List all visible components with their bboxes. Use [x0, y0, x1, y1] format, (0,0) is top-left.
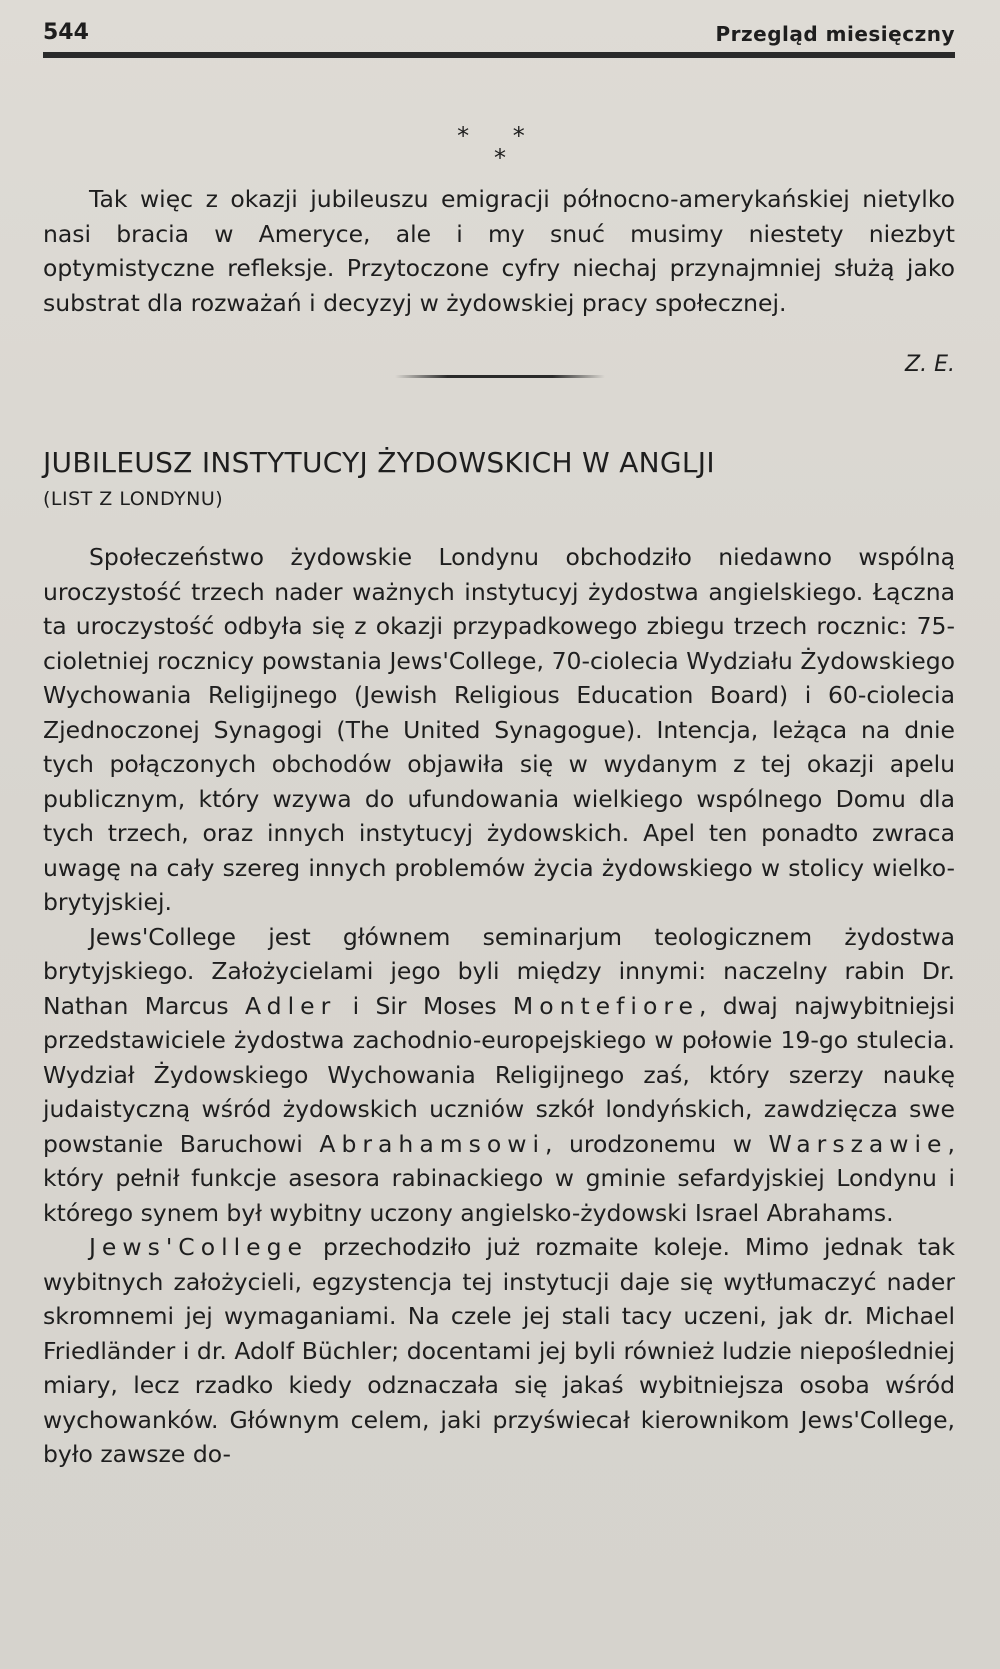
section-separator	[0, 122, 1000, 172]
text-run: i Sir Moses	[336, 991, 513, 1020]
text-run: Jews'College jest głównem seminarjum teologicznem żydostwa brytyjskiego. Założycielami jego byli między innymi: naczelny rabin Dr. Nathan Marcus	[43, 922, 955, 1020]
spaced-name-montefiore: Montefiore	[512, 991, 699, 1020]
article-subtitle: (LIST Z LONDYNU)	[43, 488, 224, 510]
text-run: , który pełnił funkcje asesora rabinackiego w gminie sefardyjskiej Londynu i którego synem był wybitny uczony angielsko-żydowski Israel Abrahams.	[43, 1129, 955, 1227]
article-body	[43, 540, 955, 1472]
article-divider	[395, 375, 605, 378]
header-rule	[43, 52, 955, 58]
journal-title: Przegląd miesięczny	[715, 22, 955, 46]
asterisks-top: * *	[457, 122, 543, 150]
paragraph-3	[43, 1230, 955, 1472]
article-title: JUBILEUSZ INSTYTUCYJ ŻYDOWSKICH W ANGLJI	[43, 446, 715, 479]
text-run: przechodziło już rozmaite koleje. Mimo jednak tak wybitnych założycieli, egzystencja tej instytucji daje się wytłumaczyć nader skromnemi jej wymaganiami. Na czele jej stali tacy uczeni, jak dr. Michael Friedländer i dr. Adolf Büchler; docentami jej byli również ludzie niepośledniej miary, lecz rzadko kiedy odznaczała się jakaś wybitniejsza osoba wśród wychowanków. Głównym celem, jaki przyświecał kierownikom Jews'College, było zawsze do-	[43, 1233, 955, 1468]
paragraph-1: Społeczeństwo żydowskie Londynu obchodziło niedawno wspólną uroczystość trzech nader ważnych instytucyj żydostwa angielskiego. Łączna ta uroczystość odbyła się z okazji przypadkowego zbiegu trzech rocznic: 75-cioletniej rocznicy powstania Jews'College, 70-ciolecia Wydziału Żydowskiego Wychowania Religijnego (Jewish Religious Education Board) i 60-ciolecia Zjednoczonej Synagogi (The United Synagogue). Intencja, leżąca na dnie tych połączonych obchodów objawiła się w wydanym z tej okazji apelu publicznym, który wzywa do ufundowania wielkiego wspólnego Domu dla tych trzech, oraz innych instytucyj żydowskich. Apel ten ponadto zwraca uwagę na cały szereg innych problemów życia żydowskiego w stolicy wielko-brytyjskiej.	[43, 543, 955, 916]
text-run: , urodzonemu w	[545, 1129, 769, 1158]
paragraph-2	[43, 920, 955, 1231]
spaced-name-abrahamsowi: Abrahamsowi	[319, 1129, 545, 1158]
author-signature: Z. E.	[905, 352, 955, 377]
spaced-name-warszawie: Warszawie	[768, 1129, 948, 1158]
running-header	[43, 18, 955, 60]
spaced-name-adler: Adler	[245, 991, 337, 1020]
page-number: 544	[43, 20, 89, 45]
text-run: , dwaj najwybitniejsi przedstawiciele żydostwa zachodnio-europejskiego w połowie 19-go stulecia. Wydział Żydowskiego Wychowania Religijnego zaś, który szerzy naukę judaistyczną wśród żydowskich uczniów szkół londyńskich, zawdzięcza swe powstanie Baruchowi	[43, 991, 955, 1158]
asterisks-bottom: *	[494, 144, 506, 172]
intro-text	[43, 182, 955, 320]
intro-paragraph: Tak więc z okazji jubileuszu emigracji północno-amerykańskiej nietylko nasi bracia w Ameryce, ale i my snuć musimy niestety niezbyt optymistyczne refleksje. Przytoczone cyfry niechaj przynajmniej służą jako substrat dla rozważań i decyzyj w żydowskiej pracy społecznej.	[43, 185, 955, 317]
spaced-name-jews-college: Jews'College	[89, 1233, 308, 1261]
